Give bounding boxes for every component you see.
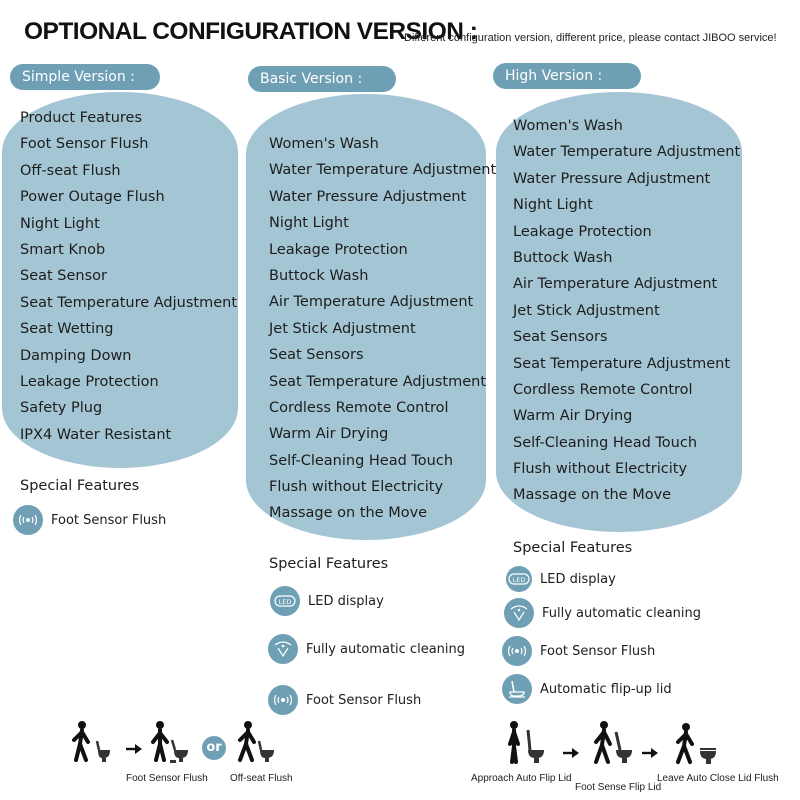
- page-subtitle: Different configuration version, different price, please contact JIBOO service!: [404, 32, 777, 44]
- special-feature-label: Foot Sensor Flush: [540, 643, 656, 659]
- list-item: Leakage Protection: [513, 223, 652, 240]
- list-item: Water Temperature Adjustment: [269, 162, 497, 179]
- list-item: IPX4 Water Resistant: [20, 426, 172, 443]
- list-item: Air Temperature Adjustment: [513, 276, 718, 293]
- special-feature-label: LED display: [308, 593, 384, 609]
- version-tab-simple: Simple Version :: [10, 64, 160, 90]
- special-feature-label: Automatic flip-up lid: [540, 681, 672, 697]
- page-title: OPTIONAL CONFIGURATION VERSION :: [24, 18, 478, 45]
- diagram-label-foot-sense: Foot Sense Flip Lid: [575, 782, 662, 793]
- list-item: Damping Down: [20, 347, 132, 364]
- special-feature-item: [502, 636, 655, 666]
- list-item: Leakage Protection: [20, 373, 159, 390]
- list-item: Self-Cleaning Head Touch: [269, 452, 454, 469]
- special-feature-item: [506, 566, 616, 592]
- special-feature-item: [268, 634, 465, 664]
- diagram-label-off-seat: Off-seat Flush: [230, 773, 293, 784]
- foot-sensor-icon: [502, 636, 532, 666]
- person-at-toilet-icon: [150, 720, 194, 764]
- list-item: Product Features: [20, 110, 143, 126]
- person-approach-icon: [500, 720, 550, 766]
- list-item: Women's Wash: [513, 118, 623, 134]
- person-walking-icon: [70, 720, 114, 764]
- list-item: Foot Sensor Flush: [20, 136, 149, 153]
- special-feature-label: Fully automatic cleaning: [306, 641, 465, 657]
- list-item: Warm Air Drying: [513, 408, 633, 425]
- list-item: Off-seat Flush: [20, 162, 121, 179]
- list-item: Jet Stick Adjustment: [269, 320, 416, 337]
- list-item: Massage on the Move: [513, 487, 672, 504]
- list-item: Massage on the Move: [269, 505, 428, 522]
- or-badge: or: [202, 736, 226, 760]
- list-item: Seat Sensors: [269, 347, 364, 364]
- person-leaving-icon: [234, 720, 278, 764]
- list-item: Power Outage Flush: [20, 189, 165, 206]
- list-item: Warm Air Drying: [269, 426, 389, 443]
- list-item: Smart Knob: [20, 241, 106, 258]
- person-foot-sense-icon: [590, 720, 636, 766]
- high-feature-list: [513, 113, 740, 509]
- arrow-right-icon: [126, 744, 142, 754]
- diagram-label-leave: Leave Auto Close Lid Flush: [657, 773, 779, 784]
- led-icon: [506, 566, 532, 592]
- led-icon: [270, 586, 300, 616]
- list-item: Seat Sensors: [513, 329, 608, 346]
- list-item: Water Pressure Adjustment: [269, 188, 467, 205]
- version-tab-basic: Basic Version :: [248, 66, 396, 92]
- special-feature-label: Foot Sensor Flush: [306, 692, 422, 708]
- list-item: Safety Plug: [20, 400, 103, 417]
- simple-feature-list: [20, 105, 237, 448]
- list-item: Women's Wash: [269, 136, 379, 152]
- special-feature-item: [504, 598, 701, 628]
- list-item: Seat Temperature Adjustment: [513, 355, 731, 372]
- special-feature-label: Fully automatic cleaning: [542, 605, 701, 621]
- list-item: Buttock Wash: [513, 249, 613, 266]
- special-feature-item: [13, 505, 166, 535]
- list-item: Seat Temperature Adjustment: [20, 294, 238, 311]
- arrow-right-icon: [642, 748, 658, 758]
- special-feature-label: LED display: [540, 571, 616, 587]
- foot-sensor-icon: [13, 505, 43, 535]
- person-leave-icon: [672, 722, 722, 766]
- auto-clean-icon: [504, 598, 534, 628]
- list-item: Seat Wetting: [20, 321, 114, 338]
- list-item: Self-Cleaning Head Touch: [513, 434, 698, 451]
- arrow-right-icon: [563, 748, 579, 758]
- list-item: Seat Sensor: [20, 268, 108, 285]
- special-feature-item: [268, 685, 421, 715]
- special-features-heading: Special Features: [20, 478, 140, 494]
- list-item: Jet Stick Adjustment: [513, 302, 660, 319]
- list-item: Air Temperature Adjustment: [269, 294, 474, 311]
- diagram-label-foot-sensor: Foot Sensor Flush: [126, 773, 208, 784]
- flip-lid-icon: [502, 674, 532, 704]
- list-item: Flush without Electricity: [269, 479, 444, 496]
- version-tab-high: High Version :: [493, 63, 641, 89]
- svg-text:LED: LED: [278, 598, 292, 606]
- diagram-label-approach: Approach Auto Flip Lid: [471, 773, 572, 784]
- svg-text:LED: LED: [512, 576, 526, 584]
- list-item: Cordless Remote Control: [269, 399, 449, 416]
- special-feature-item: [270, 586, 384, 616]
- special-features-heading: Special Features: [513, 540, 633, 556]
- list-item: Night Light: [269, 215, 349, 232]
- special-feature-label: Foot Sensor Flush: [51, 512, 167, 528]
- special-features-heading: Special Features: [269, 556, 389, 572]
- list-item: Night Light: [20, 215, 100, 232]
- list-item: Flush without Electricity: [513, 461, 688, 478]
- list-item: Seat Temperature Adjustment: [269, 373, 487, 390]
- list-item: Buttock Wash: [269, 267, 369, 284]
- auto-clean-icon: [268, 634, 298, 664]
- list-item: Night Light: [513, 197, 593, 214]
- list-item: Water Pressure Adjustment: [513, 170, 711, 187]
- list-item: Cordless Remote Control: [513, 381, 693, 398]
- special-feature-item: [502, 674, 672, 704]
- basic-feature-list: [269, 131, 496, 527]
- list-item: Leakage Protection: [269, 241, 408, 258]
- foot-sensor-icon: [268, 685, 298, 715]
- list-item: Water Temperature Adjustment: [513, 144, 741, 161]
